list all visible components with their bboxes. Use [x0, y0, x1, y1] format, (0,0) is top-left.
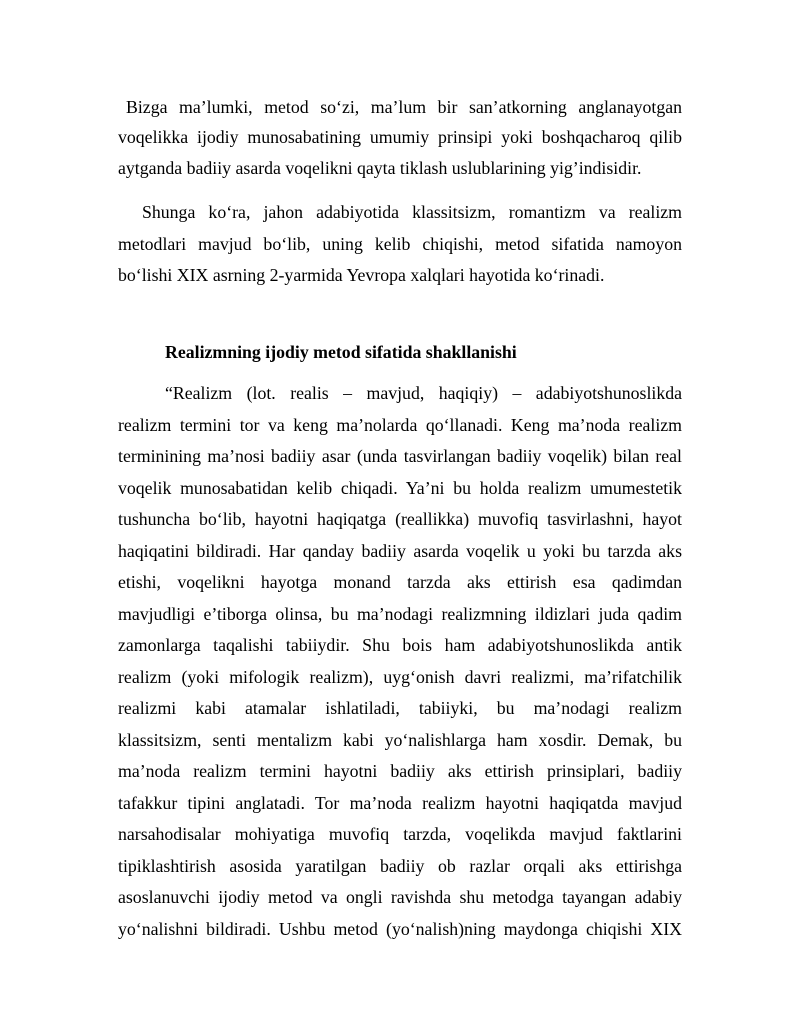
- paragraph3-line-14: tafakkur tipini anglatadi. Tor ma’noda realizm hayotni haqiqatda mavjud: [118, 793, 682, 813]
- paragraph1-line-2: voqelikka ijodiy munosabatining umumiy prinsipi yoki boshqacharoq qilib: [118, 127, 682, 147]
- paragraph3-line-18: yo‘nalishni bildiradi. Ushbu metod (yo‘nalish)ning maydonga chiqishi XIX: [118, 919, 682, 939]
- paragraph3-line-13: ma’noda realizm termini hayotni badiiy aks ettirish prinsiplari, badiiy: [118, 761, 682, 781]
- paragraph1-line-1: Bizga ma’lumki, metod so‘zi, ma’lum bir san’atkorning anglanayotgan: [126, 97, 682, 117]
- paragraph3-line-17: asoslanuvchi ijodiy metod va ongli ravishda shu metodga tayangan adabiy: [118, 887, 682, 907]
- paragraph3-line-5: tushuncha bo‘lib, hayotni haqiqatga (reallikka) muvofiq tasvirlashni, hayot: [118, 509, 682, 529]
- paragraph3-line-11: realizmi kabi atamalar ishlatiladi, tabiiyki, bu ma’nodagi realizm: [118, 698, 682, 718]
- paragraph3-line-8: mavjudligi e’tiborga olinsa, bu ma’nodagi realizmning ildizlari juda qadim: [118, 604, 682, 624]
- paragraph3-line-7: etishi, voqelikni hayotga monand tarzda aks ettirish esa qadimdan: [118, 572, 682, 592]
- paragraph3-line-2: realizm termini tor va keng ma’nolarda qo‘llanadi. Keng ma’noda realizm: [118, 415, 682, 435]
- paragraph3-line-4: voqelik munosabatidan kelib chiqadi. Ya’ni bu holda realizm umumestetik: [118, 478, 682, 498]
- paragraph3-line-10: realizm (yoki mifologik realizm), uyg‘onish davri realizmi, ma’rifatchilik: [118, 667, 682, 687]
- paragraph2-line-2: metodlari mavjud bo‘lib, uning kelib chiqishi, metod sifatida namoyon: [118, 234, 682, 254]
- paragraph3-line-9: zamonlarga taqalishi tabiiydir. Shu bois ham adabiyotshunoslikda antik: [118, 635, 682, 655]
- paragraph3-line-15: narsahodisalar mohiyatiga muvofiq tarzda, voqelikda mavjud faktlarini: [118, 824, 682, 844]
- paragraph2-line-3: bo‘lishi XIX asrning 2-yarmida Yevropa xalqlari hayotida ko‘rinadi.: [118, 265, 605, 285]
- paragraph3-line-1: “Realizm (lot. realis – mavjud, haqiqiy) – adabiyotshunoslikda: [165, 383, 682, 403]
- paragraph3-line-6: haqiqatini bildiradi. Har qanday badiiy asarda voqelik u yoki bu tarzda aks: [118, 541, 682, 561]
- paragraph3-line-3: terminining ma’nosi badiiy asar (unda tasvirlangan badiiy voqelik) bilan real: [118, 446, 682, 466]
- paragraph3-line-12: klassitsizm, senti mentalizm kabi yo‘nalishlarga ham xosdir. Demak, bu: [118, 730, 682, 750]
- paragraph2-line-1: Shunga ko‘ra, jahon adabiyotida klassitsizm, romantizm va realizm: [142, 202, 682, 222]
- section-heading: Realizmning ijodiy metod sifatida shakllanishi: [165, 342, 517, 362]
- paragraph1-line-3: aytganda badiiy asarda voqelikni qayta tiklash uslublarining yig’indisidir.: [118, 158, 642, 178]
- paragraph3-line-16: tipiklashtirish asosida yaratilgan badiiy ob razlar orqali aks ettirishga: [118, 856, 682, 876]
